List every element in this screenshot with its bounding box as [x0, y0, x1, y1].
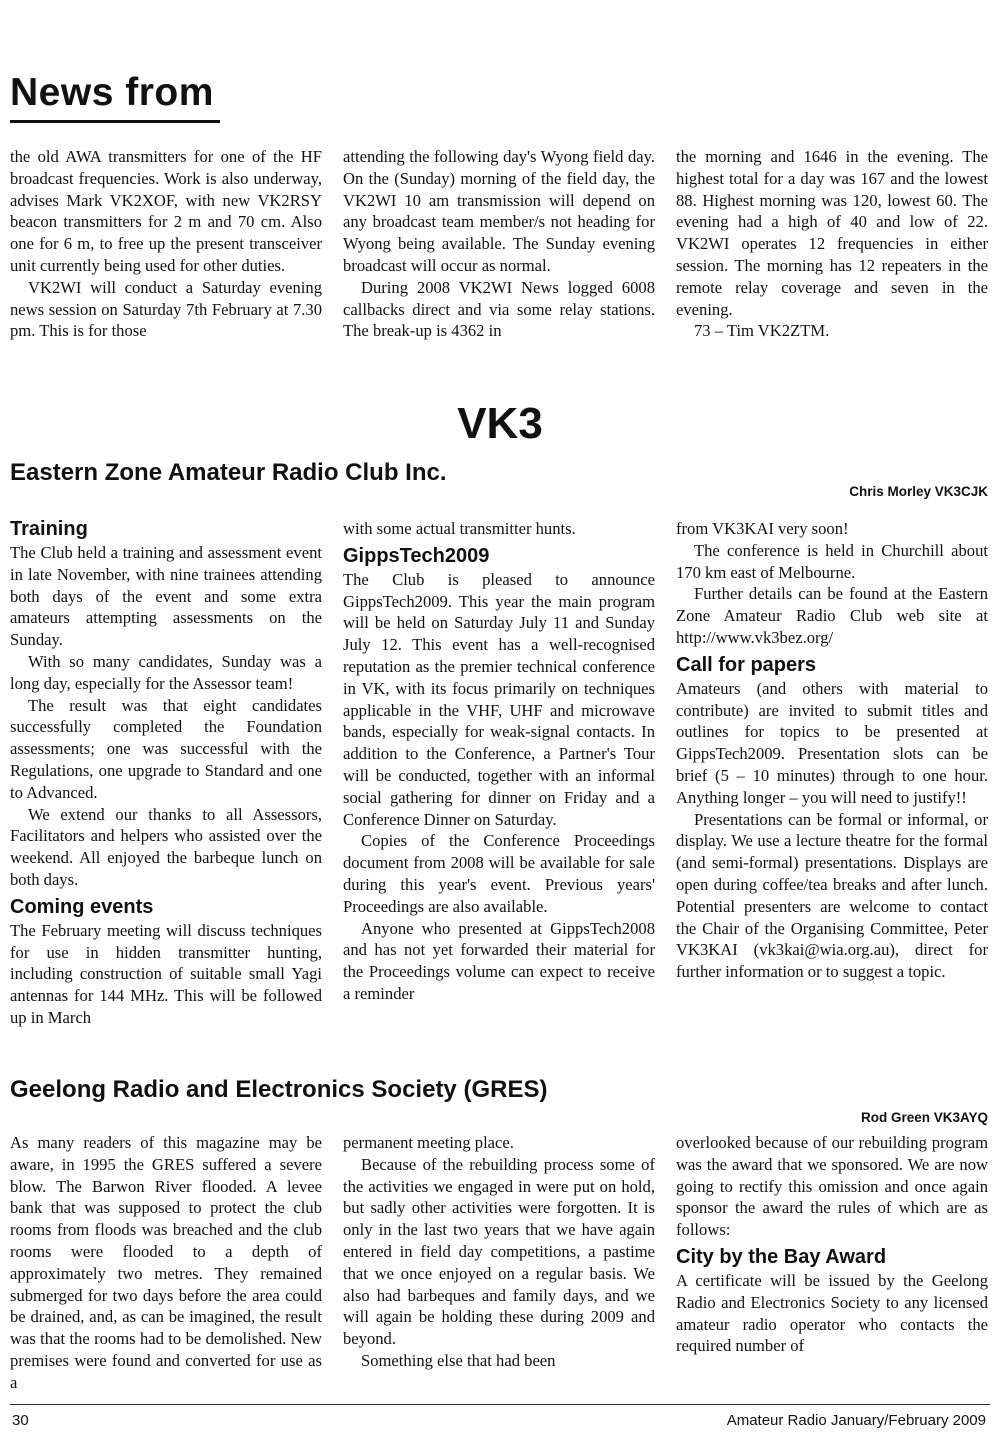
- masthead: [10, 70, 220, 123]
- paragraph: The Club held a training and assessment event in late November, with nine trainees attending both days of the event and some extra amateurs attempting assessments on the Sunday.: [10, 543, 322, 650]
- page-number: 30: [12, 1412, 29, 1429]
- author-gres: Rod Green VK3AYQ: [860, 1110, 988, 1125]
- paragraph: The result was that eight candidates successfully completed the Foundation assessments; one was successful with the Regulations, one upgrade to Standard and one to Advanced.: [10, 695, 322, 802]
- paragraph: attending the following day's Wyong field day. On the (Sunday) morning of the field day, the VK2WI 10 am transmission will depend on any broadcast team member/s not heading for Wyong being available. The Sunday evening broadcast will occur as normal.: [343, 147, 655, 275]
- paragraph: As many readers of this magazine may be aware, in 1995 the GRES suffered a severe blow. The Barwon River flooded. A levee bank that was supposed to protect the club rooms from floods was breached and the club rooms were flooded to a depth of approximately two metres. They remained submerged for two days before the area could be drained, and, as can be imagined, the result was that the rooms had to be demolished. New premises were found and converted for use as a: [10, 1133, 322, 1392]
- eastern-column-3: [676, 518, 988, 1058]
- page-header-title: News from: [10, 71, 214, 114]
- paragraph: the old AWA transmitters for one of the HF broadcast frequencies. Work is also underway, advises Mark VK2XOF, with new VK2RSY beacon transmitters for 2 m and 70 cm. Also one for 6 m, to free up the present transceiver unit currently being used for other duties.: [10, 147, 322, 275]
- paragraph: Further details can be found at the Eastern Zone Amateur Radio Club web site at http://www.vk3bez.org/: [676, 584, 988, 647]
- paragraph: with some actual transmitter hunts.: [343, 519, 576, 538]
- paragraph: Something else that had been: [361, 1350, 556, 1370]
- paragraph: The Club is pleased to announce GippsTech2009. This year the main program will be held on Saturday July 11 and Sunday July 12. This event has a well-recognised reputation as the premier technical conference in VK, with its focus primarily on techniques applicable in the VHF, UHF and microwave bands, especially for weak-signal contacts. In addition to the Conference, a Partner's Tour will be conducted, together with an informal social gathering for dinner on Friday and a Conference Dinner on Saturday.: [343, 569, 655, 829]
- paragraph: the morning and 1646 in the evening. The highest total for a day was 167 and the lowest 88. Highest morning was 120, lowest 60. The evening had a high of 40 and low of 22. VK2WI operates 12 frequencies in either session. The morning has 12 repeaters in the remote relay coverage and seven in the evening.: [676, 147, 988, 319]
- subheading-call-for-papers: Call for papers: [676, 653, 817, 676]
- subheading-coming-events: Coming events: [10, 895, 154, 918]
- paragraph: Because of the rebuilding process some of the activities we engaged in were put on hold, but sadly other activities were forgotten. It is only in the last two years that we have again entered in field day competitions, a pastime that we once enjoyed on a regular basis. We also had barbeques and family days, and we will again be holding these during 2009 and beyond.: [343, 1154, 655, 1349]
- section-title-eastern-zone: Eastern Zone Amateur Radio Club Inc.: [10, 459, 447, 486]
- state-heading: VK3: [457, 399, 543, 448]
- publication-title: Amateur Radio January/February 2009: [726, 1412, 986, 1429]
- section-title-gres: Geelong Radio and Electronics Society (GRES): [10, 1076, 548, 1103]
- paragraph: A certificate will be issued by the Geelong Radio and Electronics Society to any licensed amateur radio operator who contacts the required number of: [676, 1270, 988, 1356]
- subheading-gippstech2009: GippsTech2009: [343, 544, 490, 567]
- author-eastern-zone: Chris Morley VK3CJK: [849, 484, 988, 499]
- paragraph: Presentations can be formal or informal, or display. We use a lecture theatre for the formal (and semi-formal) presentations. Displays are open during coffee/tea breaks and after lunch. Potential presenters are welcome to contact the Chair of the Organising Committee, Peter VK3KAI (vk3kai@wia.org.au), direct for further information or to suggest a topic.: [676, 809, 988, 982]
- paragraph: During 2008 VK2WI News logged 6008 callbacks direct and via some relay stations. The break-up is 4362 in: [343, 277, 655, 341]
- top-column-2: [343, 146, 655, 364]
- paragraph: The conference is held in Churchill about 170 km east of Melbourne.: [676, 540, 988, 582]
- top-column-3: [676, 146, 988, 364]
- subheading-city-by-the-bay-award: City by the Bay Award: [676, 1245, 887, 1268]
- paragraph: Anyone who presented at GippsTech2008 and has not yet forwarded their material for the Proceedings volume can expect to receive a reminder: [343, 918, 655, 1003]
- paragraph: from VK3KAI very soon!: [676, 519, 849, 538]
- eastern-column-1: [10, 518, 322, 1058]
- gres-column-2: [343, 1132, 655, 1400]
- signature: 73 – Tim VK2ZTM.: [694, 321, 830, 341]
- paragraph: The February meeting will discuss techniques for use in hidden transmitter hunting, including construction of suitable small Yagi antennas for 144 MHz. This will be followed up in March: [10, 920, 322, 1027]
- gres-column-3: [676, 1132, 988, 1400]
- footer-rule: [10, 1404, 990, 1405]
- paragraph: overlooked because of our rebuilding program was the award that we sponsored. We are now going to rectify this omission and once again sponsor the award the rules of which are as follows:: [676, 1133, 988, 1240]
- paragraph: permanent meeting place.: [343, 1133, 514, 1152]
- subheading-training: Training: [10, 518, 88, 540]
- gres-column-1: [10, 1132, 322, 1400]
- eastern-column-2: [343, 518, 655, 1058]
- paragraph: With so many candidates, Sunday was a long day, especially for the Assessor team!: [10, 651, 322, 693]
- paragraph: Amateurs (and others with material to contribute) are invited to submit titles and outlines for topics to be presented at GippsTech2009. Presentation slots can be brief (5 – 10 minutes) through to one hour. Anything longer – you will need to justify!!: [676, 678, 988, 807]
- top-column-1: [10, 146, 322, 364]
- paragraph: Copies of the Conference Proceedings document from 2008 will be available for sale during this year's event. Previous years' Proceedings are also available.: [343, 831, 655, 916]
- paragraph: VK2WI will conduct a Saturday evening news session on Saturday 7th February at 7.30 pm. This is for those: [10, 277, 322, 341]
- paragraph: We extend our thanks to all Assessors, Facilitators and helpers who assisted over the weekend. All enjoyed the barbeque lunch on both days.: [10, 804, 322, 889]
